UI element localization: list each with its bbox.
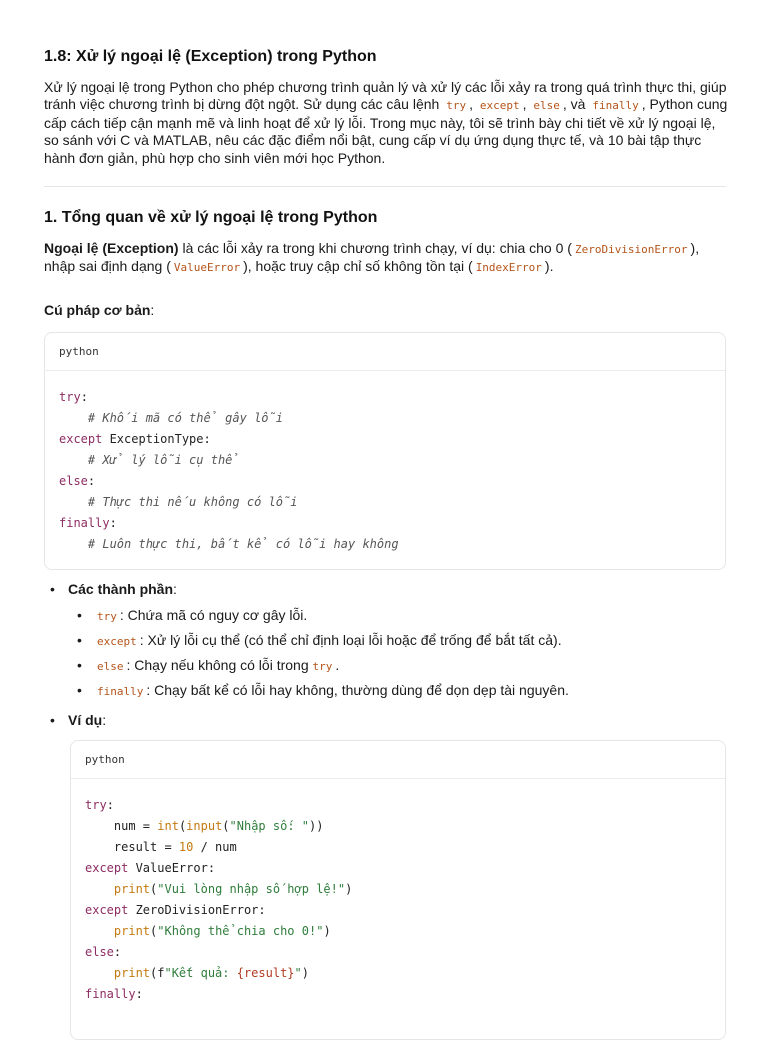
definition-text: là các lỗi xảy ra trong khi chương trình chạy, ví dụ: chia cho 0 ( (178, 240, 572, 256)
code-text: )) (309, 819, 324, 833)
code-text (85, 966, 114, 980)
code-keyword: finally (85, 987, 136, 1001)
component-item-finally (77, 681, 569, 701)
bullet-dot: • (77, 607, 82, 623)
code-text: : (109, 516, 117, 530)
code-text: result = (85, 840, 179, 854)
code-string: "Vui lòng nhập số hợp lệ!" (157, 882, 346, 896)
code-builtin: int (157, 819, 179, 833)
bullet-dot: • (50, 712, 55, 728)
code-text: ) (323, 924, 331, 938)
component-item-except (77, 631, 562, 651)
bullet-example (50, 711, 107, 729)
intro-text-2: , Python cung cấp cách tiếp cận mạnh mẽ và linh hoạt để xử lý lỗi. Trong mục này, tôi sẽ trình bày chi tiết về xử lý ngoại lệ, so sánh với C và MATLAB, nêu các đặc điểm nổi bật, cung cấp ví dụ ứng dụng thực tế, và 10 bài tập thực hành đơn giản, phù hợp cho sinh viên mới học Python. (44, 96, 728, 166)
code-indent (59, 537, 88, 551)
code-string: "Không thể chia cho 0!" (157, 924, 324, 938)
definition-paragraph (44, 240, 728, 277)
code-line (59, 390, 88, 404)
intro-sep: , và (562, 96, 586, 113)
code-comment: # Khối mã có thể gây lỗi (87, 411, 283, 425)
code-text: : (106, 798, 114, 812)
code-text: : (135, 987, 143, 1001)
code-fstring-sub: {result} (236, 966, 295, 980)
inline-code-valueerror: ValueError (173, 261, 241, 275)
code-string: "Kết quả: (164, 966, 237, 980)
syntax-label (44, 302, 154, 319)
definition-text: ), nhập sai định dạng ( (44, 240, 700, 275)
intro-text-1: Xử lý ngoại lệ trong Python cho phép chương trình quản lý và xử lý các lỗi xảy ra trong quá trình thực thi, giúp tránh việc chương trình bị dừng đột ngột. Sử dụng các câu lệnh (44, 79, 727, 113)
code-builtin: input (186, 819, 223, 833)
intro-paragraph (44, 79, 728, 167)
code-keyword: except (85, 903, 129, 917)
code-keyword: finally (59, 516, 110, 530)
code-text: ExceptionType: (102, 432, 211, 446)
inline-code-finally: finally (592, 99, 639, 113)
code-text (85, 924, 114, 938)
horizontal-divider (44, 186, 726, 187)
code-keyword: try (85, 798, 107, 812)
bullet-components (50, 580, 177, 598)
code-line (59, 411, 283, 425)
code-keyword: else (59, 474, 88, 488)
intro-sep: , (469, 96, 473, 113)
code-line (59, 432, 211, 446)
component-item-else (77, 656, 340, 676)
code-language-label: python (45, 333, 725, 371)
definition-text: ). (544, 258, 554, 275)
code-builtin: print (113, 882, 151, 896)
code-line (59, 516, 117, 530)
code-block-syntax (44, 332, 726, 570)
code-number: 10 (178, 840, 194, 854)
inline-code-except: except (97, 635, 137, 648)
code-comment: # Xử lý lỗi cụ thể (87, 453, 240, 467)
code-text: ) (301, 966, 309, 980)
inline-code-indexerror: IndexError (475, 261, 542, 275)
code-line (59, 537, 399, 551)
code-builtin: print (113, 966, 151, 980)
component-text: . (335, 657, 340, 673)
code-text: ( (222, 819, 230, 833)
code-text: ( (150, 924, 158, 938)
intro-sep: , (522, 96, 527, 113)
code-text: ZeroDivisionError: (128, 903, 266, 917)
component-text: : Xử lý lỗi cụ thể (có thể chỉ định loại lỗi hoặc để trống để bắt tất cả). (139, 632, 562, 648)
code-language-label: python (71, 741, 725, 779)
code-indent (59, 453, 88, 467)
code-text: : (113, 945, 122, 959)
inline-code-try: try (446, 99, 467, 113)
section-heading-overview: 1. Tổng quan về xử lý ngoại lệ trong Python (44, 209, 378, 226)
code-comment: # Luôn thực thi, bất kể có lỗi hay không (87, 537, 399, 551)
code-line (59, 495, 297, 509)
definition-term: Ngoại lệ (Exception) (44, 240, 179, 256)
components-label: Các thành phần (68, 581, 174, 597)
syntax-colon: : (150, 302, 155, 318)
code-content[interactable] (45, 371, 725, 569)
code-string: "Nhập số: " (229, 819, 310, 833)
code-comment: # Thực thi nếu không có lỗi (87, 495, 298, 509)
bullet-dot: • (77, 682, 82, 698)
component-item-try (77, 606, 308, 626)
code-line (59, 474, 95, 488)
inline-code-finally: finally (97, 685, 144, 698)
code-text: : (80, 390, 88, 404)
code-text: / num (193, 840, 237, 854)
code-text: num = (85, 819, 158, 833)
code-text (85, 882, 114, 896)
definition-text: ), hoặc truy cập chỉ số không tồn tại ( (243, 258, 473, 275)
inline-code-try: try (97, 610, 117, 623)
code-text: (f (150, 966, 165, 980)
inline-code-try: try (312, 660, 333, 673)
inline-code-else: else (97, 660, 124, 673)
code-builtin: print (113, 924, 151, 938)
code-block-example (70, 740, 726, 1040)
inline-code-except: except (479, 99, 520, 113)
inline-code-else: else (533, 99, 560, 113)
component-text: : Chạy bất kể có lỗi hay không, thường dùng để dọn dẹp tài nguyên. (146, 682, 569, 698)
bullet-dot: • (50, 581, 55, 597)
code-indent (59, 495, 88, 509)
code-text: : (87, 474, 96, 488)
code-text: ( (150, 882, 158, 896)
example-colon: : (102, 712, 107, 728)
inline-code-zerodivisionerror: ZeroDivisionError (574, 243, 688, 256)
code-line (59, 453, 240, 467)
code-indent (59, 411, 88, 425)
code-text: ValueError: (128, 861, 216, 875)
code-text: ( (178, 819, 187, 833)
code-keyword: else (85, 945, 114, 959)
code-text: ) (345, 882, 353, 896)
component-text: : Chạy nếu không có lỗi trong (126, 657, 309, 673)
bullet-dot: • (77, 657, 82, 673)
code-keyword: except (59, 432, 103, 446)
component-text: : Chứa mã có nguy cơ gây lỗi. (119, 607, 308, 623)
code-keyword: except (85, 861, 129, 875)
code-keyword: try (59, 390, 81, 404)
code-content[interactable] (71, 779, 725, 1019)
section-heading-exceptions: 1.8: Xử lý ngoại lệ (Exception) trong Python (44, 48, 377, 65)
example-label: Ví dụ (68, 712, 103, 728)
syntax-label-text: Cú pháp cơ bản (44, 302, 151, 318)
components-colon: : (173, 581, 177, 597)
code-string: " (294, 966, 302, 980)
bullet-dot: • (77, 632, 82, 648)
